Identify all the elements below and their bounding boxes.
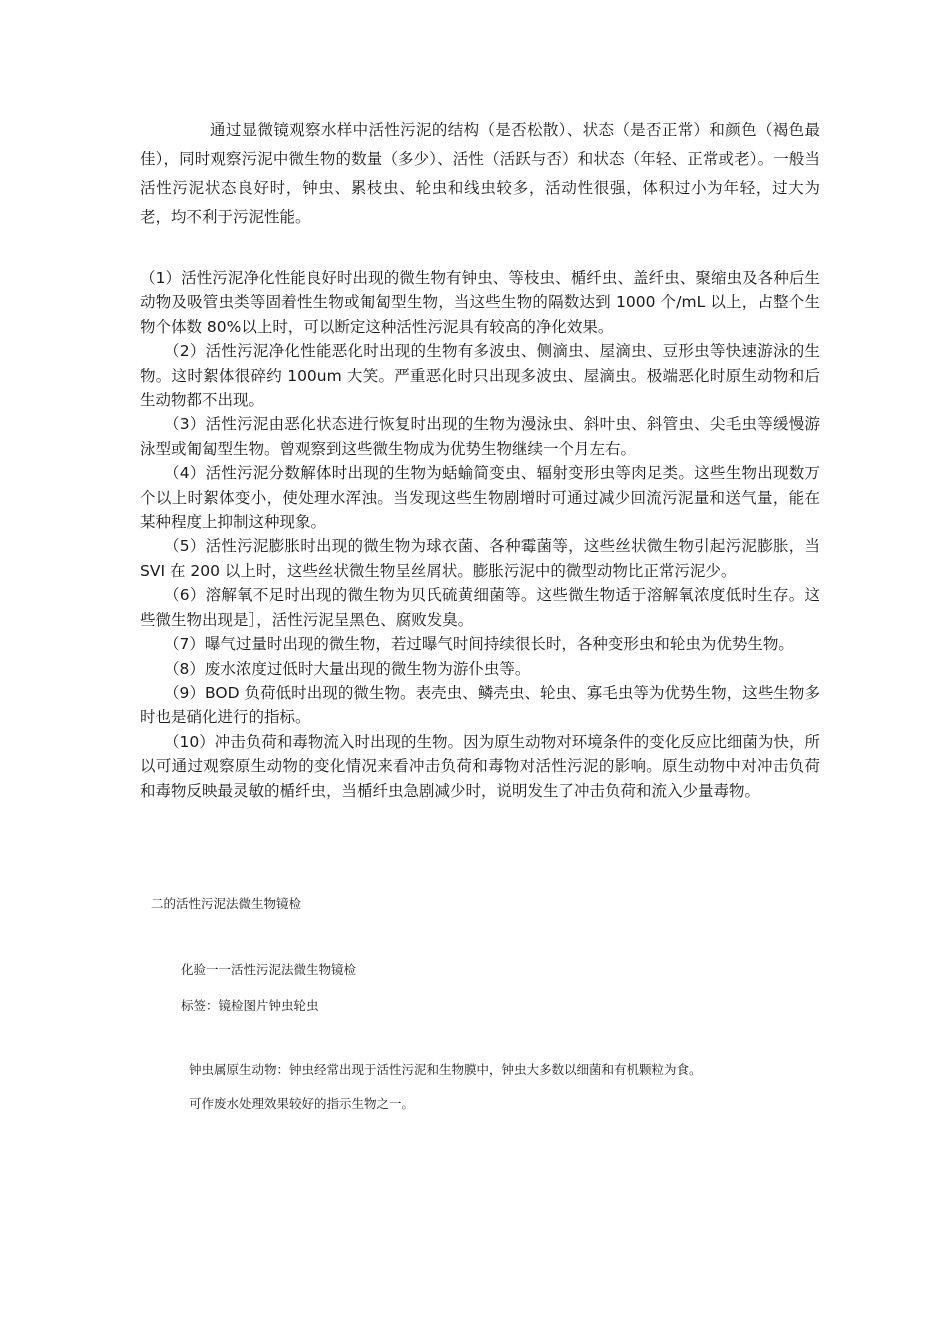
list-item-9: （9）BOD 负荷低时出现的微生物。表壳虫、鳞壳虫、轮虫、寡毛虫等为优势生物，这些生物多时也是硝化进行的指标。 <box>140 683 820 727</box>
description-line-2: 可作废水处理效果较好的指示生物之一。 <box>189 1096 415 1111</box>
list-item-4: （4）活性污泥分数解体时出现的生物为蛞蝓简变虫、辐射变形虫等肉足类。这些生物出现数万个以上时絮体变小，使处理水浑浊。当发现这些生物剧增时可通过减少回流污泥量和送气量，能在某种程度上抑制这种现象。 <box>140 464 820 532</box>
tags-line: 标签：镜检图片钟虫轮虫 <box>181 998 319 1013</box>
list-item-6: （6）溶解氧不足时出现的微生物为贝氏硫黄细菌等。这些微生物适于溶解氧浓度低时生存。这些微生物出现是］，活性污泥呈黑色、腐败发臭。 <box>140 586 820 629</box>
intro-paragraph: 通过显微镜观察水样中活性污泥的结构（是否松散）、状态（是否正常）和颜色（褐色最佳），同时观察污泥中微生物的数量（多少）、活性（活跃与否）和状态（年轻、正常或老）。一般当活性污泥状态良好时，钟虫、累枝虫、轮虫和线虫较多，活动性很强，体积过小为年轻，过大为老，均不利于污泥性能。 <box>140 121 820 226</box>
list-item-1: （1）活性污泥净化性能良好时出现的微生物有钟虫、等枝虫、楯纤虫、盖纤虫、聚缩虫及各种后生动物及吸管虫类等固着性生物或匍匐型生物，当这些生物的隔数达到 1000 个/mL 以上，占整个生物个体数 80%以上时，可以断定这种活性污泥具有较高的净化效果。 <box>140 269 820 336</box>
list-item-5: （5）活性污泥膨胀时出现的微生物为球衣菌、各种霉菌等，这些丝状微生物引起污泥膨胀，当 SVI 在 200 以上时，这些丝状微生物呈丝屑状。膨胀污泥中的微型动物比正常污泥少。 <box>140 537 820 580</box>
article-title: 化验一一活性污泥法微生物镜检 <box>181 962 357 977</box>
list-item-10: （10）冲击负荷和毒物流入时出现的生物。因为原生动物对环境条件的变化反应比细菌为快，所以可通过观察原生动物的变化情况来看冲击负荷和毒物对活性污泥的影响。原生动物中对冲击负荷和毒物反映最灵敏的楯纤虫，当楯纤虫急剧减少时，说明发生了冲击负荷和流入少量毒物。 <box>140 732 820 800</box>
list-item-3: （3）活性污泥由恶化状态进行恢复时出现的生物为漫泳虫、斜叶虫、斜管虫、尖毛虫等缓慢游泳型或匍匐型生物。曾观察到这些微生物成为优势生物继续一个月左右。 <box>140 415 820 458</box>
list-item-7: （7）曝气过量时出现的微生物，若过曝气时间持续很长时，各种变形虫和轮虫为优势生物。 <box>164 635 794 654</box>
description-line-1: 钟虫属原生动物：钟虫经常出现于活性污泥和生物膜中，钟虫大多数以细菌和有机颗粒为食。 <box>189 1062 702 1077</box>
list-item-8: （8）废水浓度过低时大量出现的微生物为游仆虫等。 <box>164 659 531 678</box>
microorganism-list <box>140 266 820 803</box>
list-item-2: （2）活性污泥净化性能恶化时出现的生物有多波虫、侧滴虫、屋滴虫、豆形虫等快速游泳的生物。这时絮体很碎约 100um 大笑。严重恶化时只出现多波虫、屋滴虫。极端恶化时原生动物和后生动物都不出现。 <box>140 342 820 410</box>
section-heading: 二的活性污泥法微生物镜检 <box>151 896 302 911</box>
